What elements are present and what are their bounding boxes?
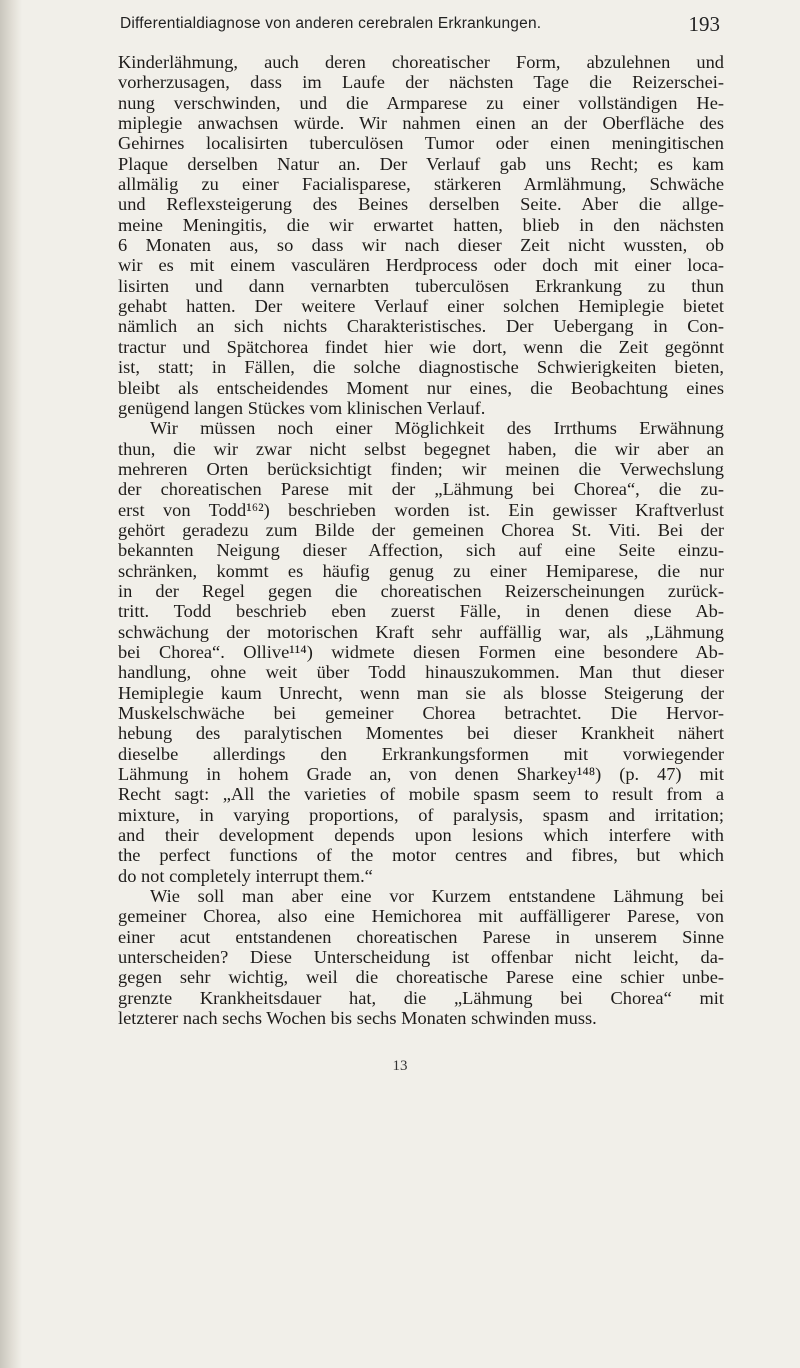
page-number: 193 bbox=[688, 11, 720, 36]
text-line: Gehirnes localisirten tuberculösen Tumor oder einen meningitischen bbox=[118, 133, 724, 154]
signature-mark: 13 bbox=[392, 1058, 408, 1074]
text-line: nämlich an sich nichts Charakteristisches. Der Uebergang in Con- bbox=[118, 316, 724, 337]
text-line: der choreatischen Parese mit der „Lähmung bei Chorea“, die zu- bbox=[118, 479, 724, 500]
text-line: letzterer nach sechs Wochen bis sechs Monaten schwinden muss. bbox=[118, 1008, 597, 1029]
text-line: wir es mit einem vasculären Herdprocess oder doch mit einer loca- bbox=[118, 255, 724, 276]
text-line: unterscheiden? Diese Unterscheidung ist offenbar nicht leicht, da- bbox=[118, 947, 724, 968]
text-line: mixture, in varying proportions, of paralysis, spasm and irritation; bbox=[118, 804, 724, 825]
text-line: bekannten Neigung dieser Affection, sich auf eine Seite einzu- bbox=[118, 540, 724, 561]
text-line: Muskelschwäche bei gemeiner Chorea betrachtet. Die Hervor- bbox=[118, 703, 724, 723]
text-line: vorherzusagen, dass im Laufe der nächsten Tage die Reizerschei- bbox=[118, 72, 724, 93]
text-line: lisirten und dann vernarbten tuberculösen Erkrankung zu thun bbox=[118, 275, 724, 296]
page-edge-shadow bbox=[0, 0, 22, 1368]
text-line: 6 Monaten aus, so dass wir nach dieser Zeit nicht wussten, ob bbox=[118, 235, 724, 256]
text-line: schränken, kommt es häufig genug zu einer Hemiparese, die nur bbox=[118, 560, 724, 581]
text-line: the perfect functions of the motor centres and fibres, but which bbox=[118, 845, 724, 866]
text-line: bei Chorea“. Ollive¹¹⁴) widmete diesen Formen eine besondere Ab- bbox=[118, 641, 724, 662]
text-line: schwächung der motorischen Kraft sehr auffällig war, als „Lähmung bbox=[118, 621, 724, 642]
text-line: dieselbe allerdings den Erkrankungsformen mit vorwiegender bbox=[118, 743, 724, 764]
text-line: Wie soll man aber eine vor Kurzem entstandene Lähmung bei bbox=[150, 886, 724, 907]
text-line: einer acut entstandenen choreatischen Parese in unserem Sinne bbox=[118, 926, 724, 947]
text-line: ist, statt; in Fällen, die solche diagnostische Schwierigkeiten bieten, bbox=[118, 357, 724, 378]
text-line: and their development depends upon lesions which interfere with bbox=[118, 825, 724, 846]
text-line: bleibt als entscheidendes Moment nur eines, die Beobachtung eines bbox=[118, 377, 724, 398]
text-line: und Reflexsteigerung des Beines derselben Seite. Aber die allge- bbox=[118, 194, 724, 215]
text-line: thun, die wir zwar nicht selbst begegnet haben, die wir aber an bbox=[118, 438, 724, 459]
text-line: nung verschwinden, und die Armparese zu einer vollständigen He- bbox=[118, 92, 724, 113]
text-line: gehabt hatten. Der weitere Verlauf einer solchen Hemiplegie bietet bbox=[118, 296, 724, 317]
text-line: do not completely interrupt them.“ bbox=[118, 865, 373, 886]
text-line: mehreren Orten berücksichtigt finden; wir meinen die Verwechslung bbox=[118, 458, 724, 479]
text-line: gehört geradezu zum Bilde der gemeinen Chorea St. Viti. Bei der bbox=[118, 519, 724, 540]
text-line: miplegie anwachsen würde. Wir nahmen einen an der Oberfläche des bbox=[118, 113, 724, 134]
running-header bbox=[120, 8, 720, 40]
text-line: tritt. Todd beschrieb eben zuerst Fälle, in denen diese Ab- bbox=[118, 601, 724, 622]
text-line: in der Regel gegen die choreatischen Reizerscheinungen zurück- bbox=[118, 580, 724, 601]
text-line: Recht sagt: „All the varieties of mobile spasm seem to result from a bbox=[118, 784, 724, 805]
text-line: gemeiner Chorea, also eine Hemichorea mit auffälligerer Parese, von bbox=[118, 906, 724, 927]
text-line: meine Meningitis, die wir erwartet hatten, blieb in den nächsten bbox=[118, 214, 724, 235]
text-line: handlung, ohne weit über Todd hinauszukommen. Man thut dieser bbox=[118, 662, 724, 683]
text-line: Hemiplegie kaum Unrecht, wenn man sie als blosse Steigerung der bbox=[118, 682, 724, 703]
text-line: allmälig zu einer Facialisparese, stärkeren Armlähmung, Schwäche bbox=[118, 174, 724, 195]
text-line: Plaque derselben Natur an. Der Verlauf gab uns Recht; es kam bbox=[118, 153, 724, 174]
body-text bbox=[118, 52, 724, 1029]
text-line: Kinderlähmung, auch deren choreatischer Form, abzulehnen und bbox=[118, 52, 724, 72]
text-line: genügend langen Stückes vom klinischen Verlauf. bbox=[118, 397, 486, 418]
text-line: tractur und Spätchorea findet hier wie dort, wenn die Zeit gegönnt bbox=[118, 336, 724, 357]
text-line: gegen sehr wichtig, weil die choreatische Parese eine schier unbe- bbox=[118, 967, 724, 988]
text-line: Lähmung in hohem Grade an, von denen Sharkey¹⁴⁸) (p. 47) mit bbox=[118, 764, 724, 785]
text-line: Wir müssen noch einer Möglichkeit des Irrthums Erwähnung bbox=[150, 418, 724, 439]
text-line: grenzte Krankheitsdauer hat, die „Lähmung bei Chorea“ mit bbox=[118, 987, 724, 1008]
text-line: erst von Todd¹⁶²) beschrieben worden ist. Ein gewisser Kraftverlust bbox=[118, 499, 724, 520]
running-title: Differentialdiagnose von anderen cerebralen Erkrankungen. bbox=[120, 15, 542, 32]
text-line: hebung des paralytischen Momentes bei dieser Krankheit nähert bbox=[118, 723, 724, 744]
